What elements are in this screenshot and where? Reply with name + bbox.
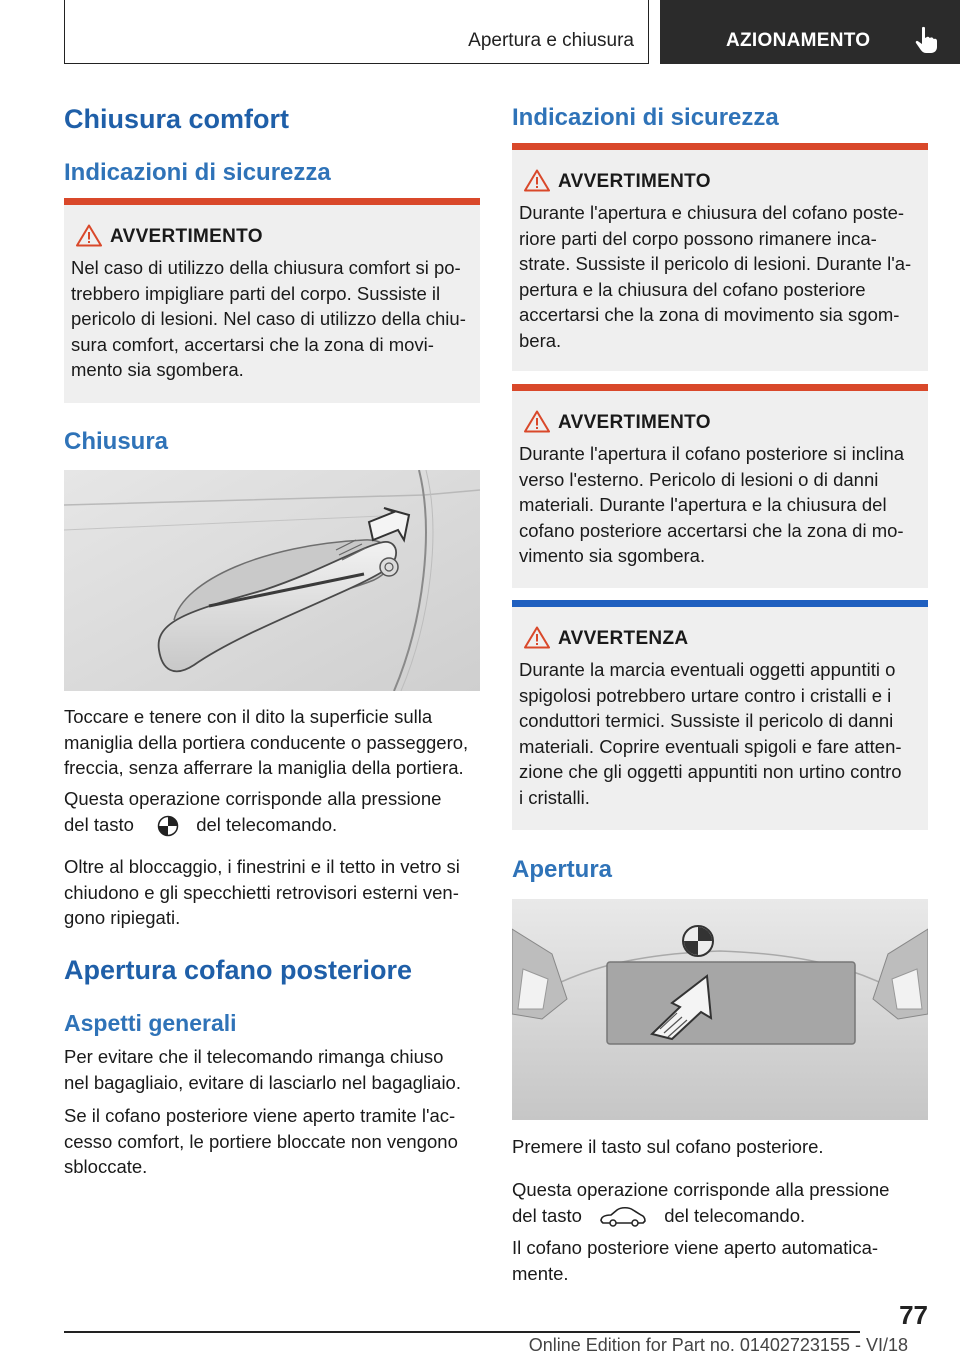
warning-triangle-icon (524, 410, 550, 433)
text-line: Questa operazione corrisponde alla pressione (64, 788, 442, 809)
text-line: Oltre al bloccaggio, i finestrini e il tetto in vetro si (64, 856, 460, 877)
text-line: Nel caso di utilizzo della chiusura comfort si po- (71, 257, 461, 278)
text-line: bera. (519, 329, 562, 351)
text-fragment: del telecomando. (664, 1204, 806, 1226)
text-line: mente. (512, 1262, 569, 1284)
header-section-title: Apertura e chiusura (468, 30, 634, 51)
car-trunk-icon (599, 1206, 647, 1228)
text-line: riore parti del corpo possono rimanere inca- (519, 227, 877, 249)
footer-edition: Online Edition for Part no. 01402723155 - VI/18 (528, 1335, 908, 1355)
text-line: gono ripiegati. (64, 907, 181, 928)
text-line: freccia, senza afferrare la maniglia della portiera. (64, 757, 464, 778)
trunk-remote-paragraph (512, 1177, 932, 1228)
text-line (512, 1203, 932, 1229)
text-line: pericolo di lesioni. Nel caso di utilizzo della chiu- (71, 308, 466, 329)
text-line: strate. Sussiste il pericolo di lesioni. Durante l'a- (519, 253, 912, 274)
text-line: cesso comfort, le portiere bloccate non vengono (64, 1130, 458, 1152)
general-paragraph (64, 1044, 484, 1095)
text-line: vimento sia sgombera. (519, 545, 706, 566)
warning-triangle-icon (76, 224, 102, 247)
door-handle-illustration (64, 470, 480, 691)
text-line: Durante la marcia eventuali oggetti appuntiti o (519, 659, 896, 680)
warning-title: AVVERTIMENTO (110, 226, 263, 247)
page-number: 77 (899, 1300, 928, 1330)
warning-triangle-icon (524, 169, 550, 192)
text-line: sura comfort, accertarsi che la zona di movi- (71, 333, 434, 355)
text-line: accertarsi che la zona di movimento sia sgom- (519, 304, 900, 325)
text-line: Se il cofano posteriore viene aperto tramite l'ac- (64, 1105, 456, 1126)
warning-triangle-icon (524, 626, 550, 649)
text-line: materiali. Coprire eventuali spigoli e fare atten- (519, 735, 902, 757)
text-line: cofano posteriore accertarsi che la zona di mo- (519, 519, 904, 541)
text-line: Durante l'apertura e chiusura del cofano poste- (519, 202, 905, 223)
header-chapter-title: AZIONAMENTO (726, 30, 871, 51)
heading-aspetti-generali: Aspetti generali (64, 1010, 237, 1036)
text-line: Questa operazione corrisponde alla pressione (512, 1179, 890, 1200)
text-line: Premere il tasto sul cofano posteriore. (512, 1136, 824, 1157)
text-line: sbloccate. (64, 1156, 148, 1177)
text-line: materiali. Durante l'apertura e la chiusura del (519, 494, 887, 515)
text-line: conduttori termici. Sussiste il pericolo di danni (519, 710, 894, 731)
text-line: chiudono e gli specchietti retrovisori esterni ven- (64, 881, 459, 903)
warning-title: AVVERTIMENTO (558, 171, 711, 192)
text-fragment: del tasto (512, 1204, 582, 1226)
remote-key-paragraph (64, 786, 484, 837)
heading-indicazioni-sicurezza: Indicazioni di sicurezza (64, 159, 331, 186)
footer-divider (64, 1331, 860, 1333)
text-line: trebbero impigliare parti del corpo. Sussiste il (71, 282, 441, 304)
text-fragment: del tasto (64, 813, 134, 835)
text-line: i cristalli. (519, 786, 590, 808)
heading-indicazioni-sicurezza-right: Indicazioni di sicurezza (512, 104, 779, 131)
instruction-paragraph (64, 704, 484, 781)
lock-button-icon (157, 815, 179, 837)
text-line: pertura e la chiusura del cofano posteriore (519, 278, 866, 300)
warning-text (519, 200, 922, 353)
text-line: Durante l'apertura il cofano posteriore si inclina (519, 443, 905, 464)
text-line: Il cofano posteriore viene aperto automatica- (512, 1237, 879, 1258)
text-line: mento sia sgombera. (71, 359, 244, 380)
warning-title: AVVERTIMENTO (558, 412, 711, 433)
text-line: nel bagagliaio, evitare di lasciarlo nel bagagliaio. (64, 1071, 461, 1093)
trunk-illustration (512, 899, 928, 1120)
text-line: Per evitare che il telecomando rimanga chiuso (64, 1046, 444, 1067)
warning-text (519, 441, 922, 569)
warning-bar (64, 198, 480, 205)
heading-chiusura-comfort: Chiusura comfort (64, 104, 290, 134)
trunk-instruction (512, 1134, 932, 1160)
warning-bar (512, 384, 928, 391)
header-section-box (64, 0, 649, 64)
trunk-auto-paragraph (512, 1235, 932, 1286)
notice-box (512, 600, 928, 830)
text-fragment: del telecomando. (196, 813, 338, 835)
text-line: verso l'esterno. Pericolo di lesioni o di danni (519, 468, 879, 490)
text-line: spigolosi potrebbero urtare contro i cristalli e i (519, 684, 892, 706)
warning-text (71, 255, 474, 383)
notice-bar (512, 600, 928, 607)
comfort-access-paragraph (64, 1103, 484, 1180)
text-line (64, 812, 484, 838)
warning-box (512, 143, 928, 371)
heading-chiusura: Chiusura (64, 428, 169, 455)
heading-apertura: Apertura (512, 856, 613, 883)
warning-bar (512, 143, 928, 150)
hand-pointer-icon (914, 26, 940, 54)
warning-box (64, 198, 480, 403)
heading-apertura-cofano: Apertura cofano posteriore (64, 955, 413, 985)
text-line: Toccare e tenere con il dito la superficie sulla (64, 706, 433, 727)
closing-paragraph (64, 854, 484, 931)
text-line: maniglia della portiera conducente o passeggero, (64, 731, 469, 753)
warning-box (512, 384, 928, 588)
notice-text (519, 657, 922, 810)
header-chapter-tab (660, 0, 960, 64)
text-line: zione che gli oggetti appuntiti non urtino contro (519, 761, 902, 782)
notice-title: AVVERTENZA (558, 628, 689, 649)
